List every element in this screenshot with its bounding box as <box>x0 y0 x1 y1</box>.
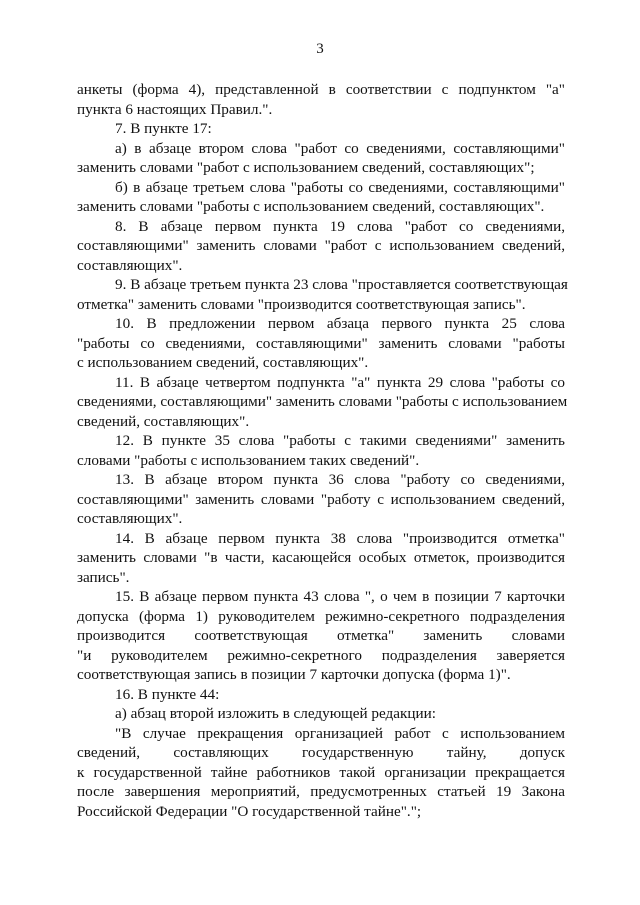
page-number: 3 <box>316 41 324 57</box>
text-line: 15. В абзаце первом пункта 43 слова ", о чем в позиции 7 карточки <box>115 588 565 605</box>
text-line: словами "работы с использованием таких сведений". <box>77 451 420 469</box>
text-line: сведений, составляющих государственную тайну, допуск <box>77 744 565 761</box>
text-line: допуска (форма 1) руководителем режимно-секретного подразделения <box>77 607 565 625</box>
text-line: 12. В пункте 35 слова "работы с такими сведениями" заменить <box>115 432 565 449</box>
document-body <box>77 80 568 821</box>
text-line: заменить словами "в части, касающейся особых отметок, производится <box>77 549 565 566</box>
text-line: 14. В абзаце первом пункта 38 слова "производится отметка" <box>115 529 565 547</box>
text-line: Российской Федерации "О государственной тайне"."; <box>77 802 422 820</box>
text-line: составляющими" заменить словами "работу с использованием сведений, <box>77 490 565 508</box>
text-line: составляющих". <box>77 256 183 274</box>
text-line: 7. В пункте 17: <box>115 120 212 137</box>
text-line: соответствующая запись в позиции 7 карточки допуска (форма 1)". <box>77 666 511 683</box>
text-line: производится соответствующая отметка" заменить словами <box>77 627 565 644</box>
text-line: б) в абзаце третьем слова "работы со сведениями, составляющими" <box>115 178 565 196</box>
text-line: к государственной тайне работников такой организации прекращается <box>77 763 565 781</box>
text-line: 16. В пункте 44: <box>115 685 220 703</box>
text-line: пункта 6 настоящих Правил.". <box>77 100 273 118</box>
text-line: "и руководителем режимно-секретного подразделения заверяется <box>77 646 565 664</box>
text-line: а) в абзаце втором слова "работ со сведениями, составляющими" <box>115 139 565 157</box>
text-line: после завершения мероприятий, предусмотренных статьей 19 Закона <box>77 783 565 800</box>
text-line: с использованием сведений, составляющих". <box>77 354 369 371</box>
text-line: заменить словами "работ с использованием сведений, составляющих"; <box>77 159 535 176</box>
text-line: 11. В абзаце четвертом подпункта "а" пункта 29 слова "работы со <box>115 373 565 391</box>
text-line: составляющих". <box>77 510 183 527</box>
text-line: "В случае прекращения организацией работ с использованием <box>115 724 565 742</box>
text-line: сведений, составляющих". <box>77 412 250 430</box>
text-line: 13. В абзаце втором пункта 36 слова "работу со сведениями, <box>115 471 565 488</box>
text-line: "работы со сведениями, составляющими" заменить словами "работы <box>77 334 565 352</box>
text-line: а) абзац второй изложить в следующей редакции: <box>115 705 437 722</box>
text-line: заменить словами "работы с использованием сведений, составляющих". <box>77 198 545 215</box>
text-line: 10. В предложении первом абзаца первого пункта 25 слова <box>115 315 565 332</box>
text-line: анкеты (форма 4), представленной в соответствии с подпунктом "а" <box>77 81 565 98</box>
text-line: сведениями, составляющими" заменить словами "работы с использованием <box>77 393 568 410</box>
text-line: отметка" заменить словами "производится соответствующая запись". <box>77 295 526 313</box>
text-line: составляющими" заменить словами "работ с использованием сведений, <box>77 237 565 254</box>
text-line: 9. В абзаце третьем пункта 23 слова "проставляется соответствующая <box>115 276 568 293</box>
text-line: запись". <box>77 568 130 586</box>
text-line: 8. В абзаце первом пункта 19 слова "работ со сведениями, <box>115 217 565 235</box>
